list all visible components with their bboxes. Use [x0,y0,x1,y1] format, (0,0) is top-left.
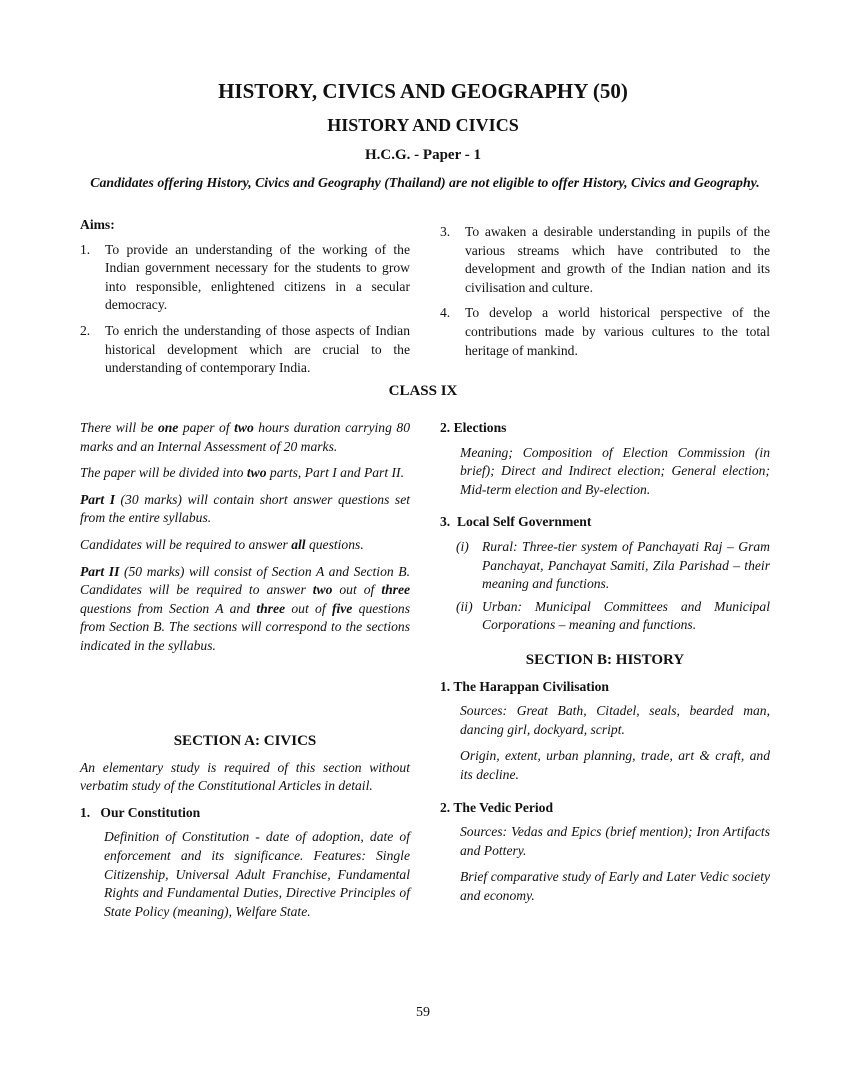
topic-text: Sources: Great Bath, Citadel, seals, bearded man, dancing girl, dockyard, script. [460,703,770,737]
emphasis: Part II [80,563,120,579]
text: Candidates will be required to answer [80,536,292,552]
list-item [440,598,770,635]
section-b-title: SECTION B: HISTORY [525,651,685,668]
intro-paragraph [80,491,410,528]
item-number: 2. [80,322,91,338]
emphasis: Part I [80,491,115,507]
topic-heading: 3. Local Self Government [440,514,592,530]
right-column [440,419,770,913]
intro-paragraph [80,536,410,555]
topic-text: Sources: Vedas and Epics (brief mention); Iron Artifacts and Pottery. [460,824,770,858]
text: (30 marks) will contain short answer questions set from the entire syllabus. [80,491,410,526]
topic-heading: 2. Elections [440,420,507,435]
item-number: 1. [80,241,91,257]
eligibility-note: Candidates offering History, Civics and Geography (Thailand) are not eligible to offer History, Civics and Geography. [90,175,760,190]
emphasis: five [331,600,353,616]
topic-heading: 1. Our Constitution [80,804,201,820]
text: questions from Section B. The sections will correspond to the sections indicated in the syllabus. [80,600,410,653]
list-item [440,538,770,594]
aims-right [440,223,770,367]
emphasis: one [157,420,179,435]
emphasis: two [246,465,267,481]
text: out of [332,582,382,598]
left-column [80,419,410,664]
text: paper of [178,420,235,435]
item-text: To enrich the understanding of those aspects of Indian historical development which are crucial to the understanding of contemporary India. [105,322,410,376]
aims-label: Aims: [80,217,115,232]
class-heading: CLASS IX [388,383,458,399]
document-subtitle: HISTORY AND CIVICS [327,115,519,135]
intro-paragraph [80,464,410,483]
aims-left [80,216,410,385]
item-text: To develop a world historical perspective of the contributions made by various cultures to the total heritage of mankind. [465,305,770,358]
text: out of [285,600,332,616]
item-text: To provide an understanding of the working of the Indian government necessary for the students to grow into responsible, enlightened citizens in a secular democracy. [105,241,410,313]
section-a-title: SECTION A: CIVICS [173,733,317,749]
item-text: Rural: Three-tier system of Panchayati Raj – Gram Panchayat, Panchayat Samiti, Zila Parishad – their meaning and functions. [482,538,770,592]
intro-paragraph [80,419,410,456]
emphasis: two [234,420,254,435]
text: (50 marks) will consist of Section A and Section B. Candidates will be required to answer [80,563,410,598]
text: questions from Section A and [80,600,257,616]
item-number: (i) [456,538,469,554]
list-item [80,241,410,315]
emphasis: three [381,582,411,598]
text: There will be [80,420,158,435]
document-title: HISTORY, CIVICS AND GEOGRAPHY (50) [218,79,628,103]
text: The paper will be divided into [80,465,247,481]
emphasis: two [312,582,333,598]
emphasis: all [291,536,306,552]
page-number: 59 [416,1005,430,1020]
section-a-intro: An elementary study is required of this section without verbatim study of the Constitutional Articles in detail. [80,759,410,794]
list-item [440,304,770,360]
item-text: Urban: Municipal Committees and Municipal Corporations – meaning and functions. [482,598,770,633]
item-number: (ii) [456,598,473,614]
topic-text: Definition of Constitution - date of adoption, date of enforcement and its significance. Features: Single Citizenship, Universal Adult Franchise, Fundamental Rights and Fundamental Duties, Directive Principles of State Policy (meaning), Welfare State. [104,829,410,919]
item-text: To awaken a desirable understanding in pupils of the various streams which have contributed to the development and growth of the Indian nation and its civilisation and culture. [465,224,770,295]
topic-text: Meaning; Composition of Election Commission (in brief); Direct and Indirect election; General election; Mid-term election and By-election. [460,444,770,497]
item-number: 3. [440,224,451,239]
topic-heading: 1. The Harappan Civilisation [440,678,609,694]
section-a [80,732,410,929]
intro-paragraph [80,563,410,656]
text: hours duration carrying 80 marks and an Internal Assessment of 20 marks. [80,420,410,454]
list-item [80,322,410,378]
topic-text: Origin, extent, urban planning, trade, art & craft, and its decline. [460,748,770,782]
topic-heading: 2. The Vedic Period [440,799,554,815]
emphasis: three [256,600,286,616]
list-item [440,223,770,297]
item-number: 4. [440,305,451,321]
text: questions. [305,536,364,552]
topic-text: Brief comparative study of Early and Later Vedic society and economy. [460,869,770,903]
paper-label: H.C.G. - Paper - 1 [365,147,481,163]
text: parts, Part I and Part II. [266,465,404,481]
